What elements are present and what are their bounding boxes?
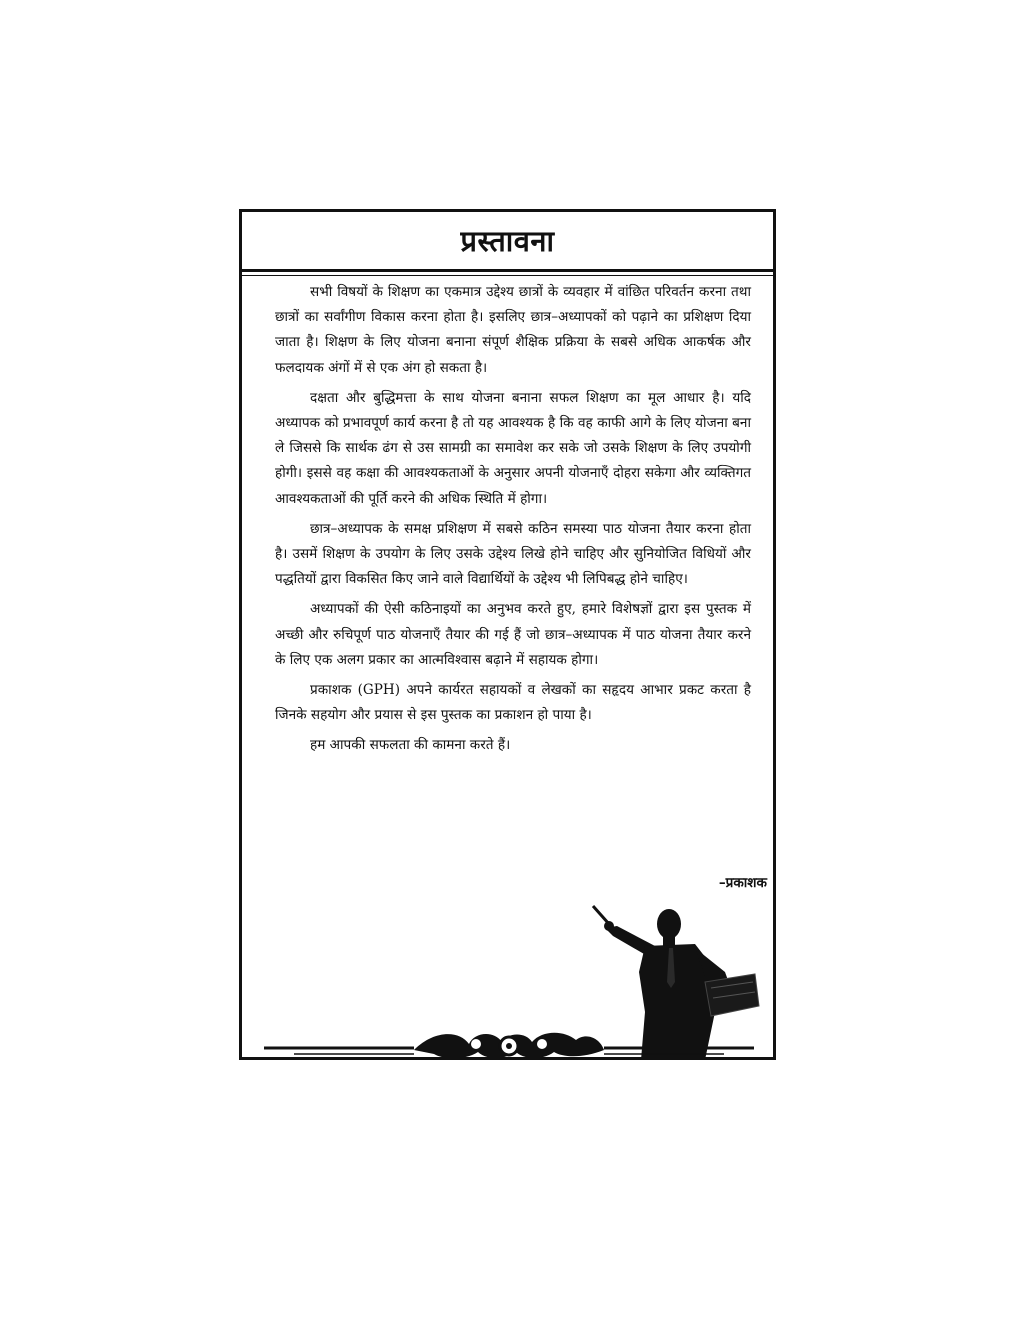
title-divider-thick <box>242 269 773 272</box>
paragraph: प्रकाशक (GPH) अपने कार्यरत सहायकों व लेखकों का सहृदय आभार प्रकट करता है जिनके सहयोग और प्रयास से इस पुस्तक का प्रकाशन हो पाया है। <box>275 682 751 724</box>
publisher-signature: –प्रकाशक <box>718 875 767 891</box>
paragraph: छात्र–अध्यापक के समक्ष प्रशिक्षण में सबसे कठिन समस्या पाठ योजना तैयार करना होता है। उसमें शिक्षण के उपयोग के लिए उसके उद्देश्य लिखे होने चाहिए और सुनियोजित विधियों और पद्धतियों द्वारा विकसित किए जाने वाले विद्यार्थियों के उद्देश्य भी लिपिबद्ध होने चाहिए। <box>275 520 751 588</box>
title-divider-thin <box>242 275 773 276</box>
preface-frame <box>239 209 776 1060</box>
paragraph: दक्षता और बुद्धिमत्ता के साथ योजना बनाना सफल शिक्षण का मूल आधार है। यदि अध्यापक को प्रभावपूर्ण कार्य करना है तो यह आवश्यक है कि वह काफी आगे के लिए योजना बना ले जिससे कि सार्थक ढंग से उस सामग्री का समावेश कर सके जो उसके शिक्षण के लिए उपयोगी होगी। इससे वह कक्षा की आवश्यकताओं के अनुसार अपनी योजनाएँ दोहरा सकेगा और व्यक्तिगत आवश्यकताओं की पूर्ति करने की अधिक स्थिति में होगा। <box>275 389 751 507</box>
page-title: प्रस्तावना <box>460 224 555 258</box>
ornamental-divider-icon <box>264 1024 754 1060</box>
paragraph: हम आपकी सफलता की कामना करते हैं। <box>310 737 511 754</box>
paragraph: सभी विषयों के शिक्षण का एकमात्र उद्देश्य छात्रों के व्यवहार में वांछित परिवर्तन करना तथा छात्रों का सर्वांगीण विकास करना होता है। इसलिए छात्र–अध्यापकों को पढ़ाने का प्रशिक्षण दिया जाता है। शिक्षण के लिए योजना बनाना संपूर्ण शैक्षिक प्रक्रिया के सबसे अधिक आकर्षक और फलदायक अंगों में से एक अंग हो सकता है। <box>275 284 751 376</box>
preface-body <box>275 280 751 764</box>
title-box <box>242 212 773 271</box>
paragraph: अध्यापकों की ऐसी कठिनाइयों का अनुभव करते हुए, हमारे विशेषज्ञों द्वारा इस पुस्तक में अच्छी और रुचिपूर्ण पाठ योजनाएँ तैयार की गई हैं जो छात्र–अध्यापक में पाठ योजना तैयार करने के लिए एक अलग प्रकार का आत्मविश्वास बढ़ाने में सहायक होगा। <box>275 601 751 668</box>
